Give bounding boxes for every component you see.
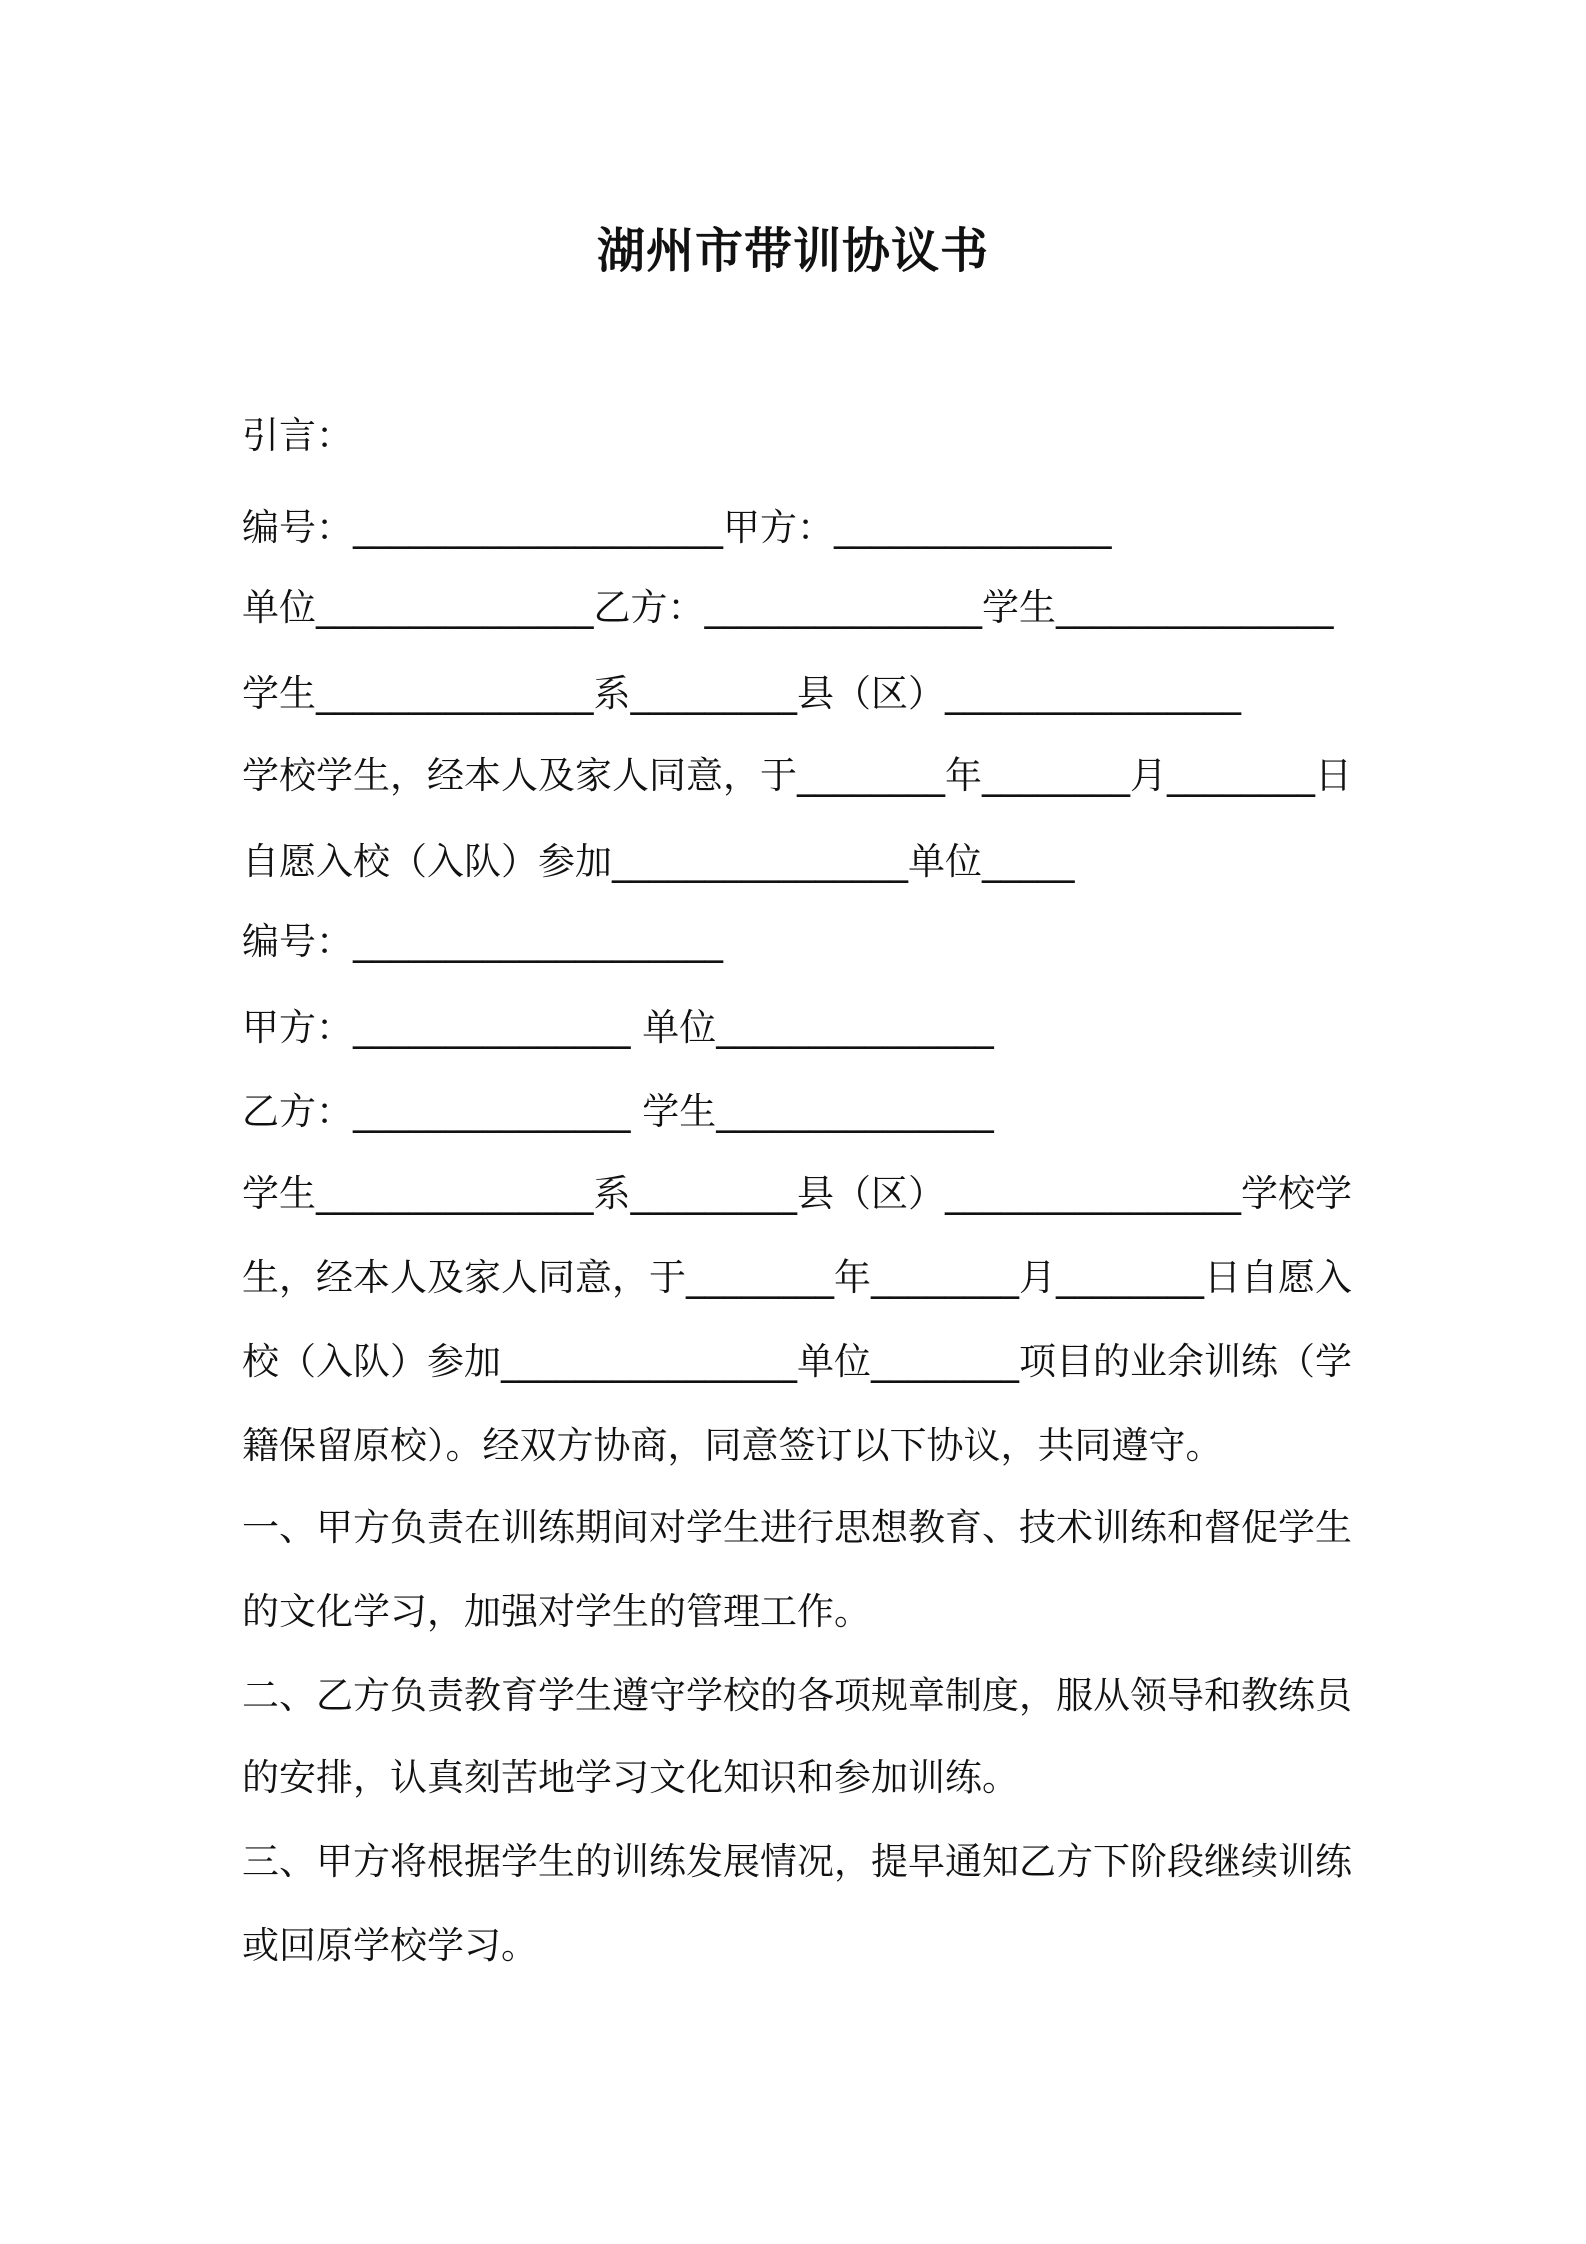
body-line: 编号：____________________ xyxy=(242,920,723,963)
body-line: 学生_______________系_________县（区）________________学校学 xyxy=(242,1172,1352,1215)
intro-label: 引言： xyxy=(242,414,353,457)
clause-1-line: 一、甲方负责在训练期间对学生进行思想教育、技术训练和督促学生 xyxy=(242,1506,1352,1549)
body-line: 乙方：_______________ 学生_______________ xyxy=(242,1090,994,1133)
body-line: 校（入队）参加________________单位________项目的业余训练（学 xyxy=(242,1340,1352,1383)
body-line: 自愿入校（入队）参加________________单位_____ xyxy=(242,840,1075,883)
clause-3-line: 或回原学校学习。 xyxy=(242,1924,538,1967)
clause-3-line: 三、甲方将根据学生的训练发展情况，提早通知乙方下阶段继续训练 xyxy=(242,1840,1352,1883)
body-line: 学生_______________系_________县（区）________________ xyxy=(242,672,1241,715)
body-line: 编号：____________________甲方：_______________ xyxy=(242,506,1112,549)
clause-2-line: 的安排，认真刻苦地学习文化知识和参加训练。 xyxy=(242,1756,1019,1799)
body-line: 籍保留原校）。经双方协商，同意签订以下协议，共同遵守。 xyxy=(242,1424,1223,1467)
clause-1-line: 的文化学习，加强对学生的管理工作。 xyxy=(242,1590,871,1633)
body-line: 学校学生，经本人及家人同意，于________年________月________日 xyxy=(242,754,1352,797)
body-line: 单位_______________乙方：_______________学生_______________ xyxy=(242,586,1334,629)
document-title: 湖州市带训协议书 xyxy=(596,223,989,279)
body-line: 生，经本人及家人同意，于________年________月________日自愿入 xyxy=(242,1256,1352,1299)
body-line: 甲方：_______________ 单位_______________ xyxy=(242,1006,994,1049)
clause-2-line: 二、乙方负责教育学生遵守学校的各项规章制度，服从领导和教练员 xyxy=(242,1674,1352,1717)
